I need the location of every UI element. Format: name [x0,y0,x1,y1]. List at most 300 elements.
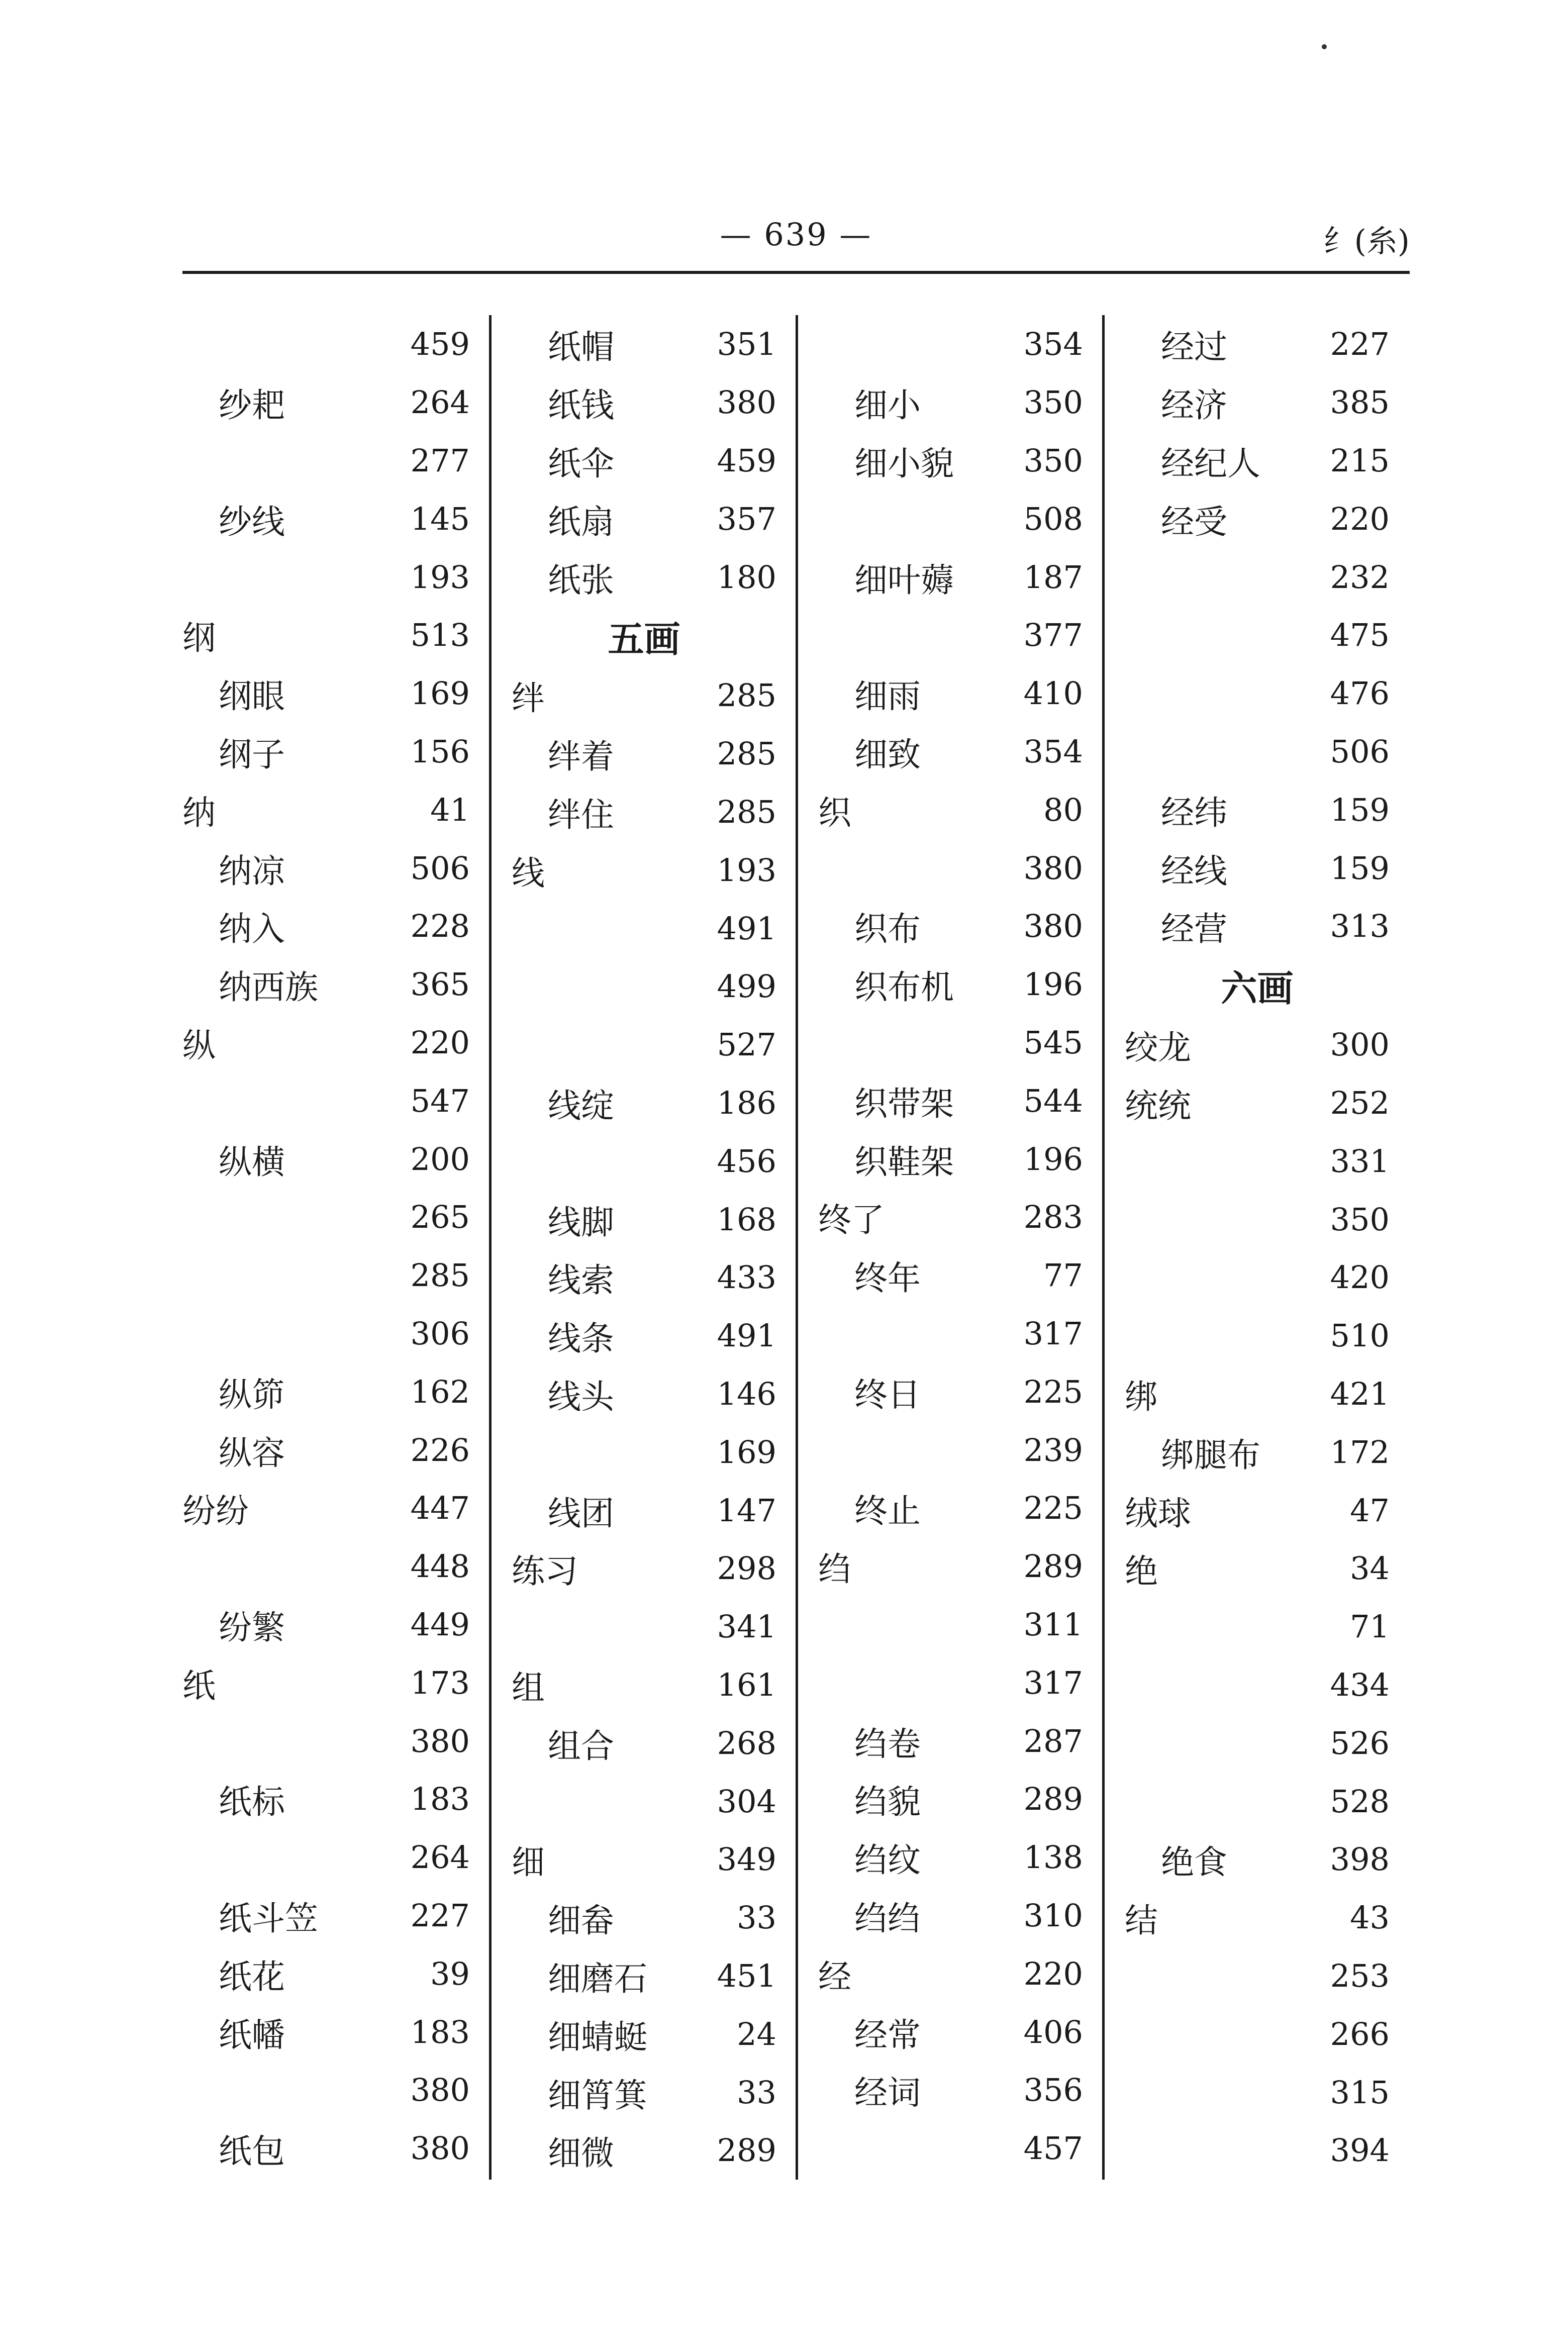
entry-page-number: 220 [410,1024,470,1061]
index-subentry [512,548,776,606]
entry-page-number: 168 [717,1201,776,1238]
index-subentry [1125,1248,1390,1307]
index-subentry [182,1944,470,2003]
index-subentry [1125,489,1390,548]
index-entry [182,1479,470,1537]
entry-word: 结 [1125,1901,1158,1940]
entry-word: 终年 [854,1259,921,1298]
index-subentry [818,1596,1083,1654]
entry-word: 纳入 [219,910,285,949]
entry-page-number: 186 [717,1084,776,1121]
entry-page-number: 356 [1023,2072,1083,2109]
entry-word: 织布机 [854,968,954,1007]
index-subentry [1125,1714,1390,1772]
entry-word: 纸斗笠 [219,1899,318,1938]
index-subentry [818,1246,1083,1305]
entry-word: 织布 [854,910,921,949]
entry-page-number: 475 [1330,617,1390,654]
index-subentry [1125,723,1390,781]
entry-word: 经受 [1161,502,1227,541]
entry-page-number: 196 [1023,1140,1083,1178]
entry-page-number: 306 [410,1315,470,1352]
radical-heading: 纟(糸) [1323,223,1410,259]
index-subentry [818,315,1083,373]
entry-word: 纱耙 [219,386,285,425]
entry-page-number: 459 [410,326,470,363]
index-subentry [182,2003,470,2061]
index-subentry [818,1421,1083,1479]
entry-page-number: 547 [410,1082,470,1119]
entry-word: 细磨石 [548,1959,647,1998]
entry-page-number: 315 [1330,2074,1390,2111]
entry-page-number: 266 [1330,2015,1390,2052]
entry-word: 纸伞 [548,444,614,483]
entry-word: 细致 [854,735,921,774]
entry-page-number: 476 [1330,675,1390,712]
entry-word: 纵横 [219,1142,285,1182]
entry-word: 细小貌 [854,444,954,483]
index-subentry [512,373,776,432]
entry-word: 细 [512,1843,545,1882]
entry-word: 线团 [548,1494,614,1533]
entry-page-number: 331 [1330,1142,1390,1180]
index-subentry [512,1190,776,1248]
entry-page-number: 398 [1330,1841,1390,1878]
index-entry [182,1653,470,1712]
index-entry [1125,1074,1390,1132]
entry-page-number: 313 [1330,908,1390,945]
entry-page-number: 225 [1023,1490,1083,1527]
index-subentry [512,432,776,490]
entry-page-number: 227 [410,1897,470,1934]
entry-page-number: 183 [410,1781,470,1818]
entry-page-number: 180 [717,558,776,596]
index-subentry [1125,1190,1390,1248]
index-subentry [512,899,776,957]
entry-word: 终日 [854,1375,921,1414]
index-subentry [512,1889,776,1947]
index-subentry [182,1537,470,1596]
entry-word: 绉绉 [854,1899,921,1938]
index-subentry [182,1362,470,1421]
index-subentry [512,1248,776,1307]
index-subentry [818,2061,1083,2119]
index-subentry [818,1479,1083,1537]
entry-page-number: 200 [410,1140,470,1178]
index-subentry [1125,2121,1390,2180]
entry-page-number: 448 [410,1548,470,1585]
index-subentry [182,1130,470,1188]
entry-page-number: 459 [717,442,776,479]
entry-page-number: 526 [1330,1724,1390,1761]
entry-page-number: 39 [430,1955,470,1992]
index-entry [1125,1016,1390,1074]
entry-word: 细微 [548,2134,614,2173]
entry-page-number: 77 [1043,1257,1083,1294]
entry-page-number: 380 [410,2072,470,2109]
index-subentry [182,432,470,490]
index-entry [1125,1539,1390,1598]
index-subentry [818,1653,1083,1712]
entry-word: 绉貌 [854,1783,921,1822]
entry-page-number: 33 [737,2074,776,2111]
entry-page-number: 354 [1023,326,1083,363]
stroke-count-heading: 六画 [1221,966,1294,1010]
entry-word: 线头 [548,1377,614,1416]
entry-word: 绊住 [548,795,614,834]
page-number: — 639 — [720,216,872,253]
entry-page-number: 172 [1330,1433,1390,1471]
entry-word: 纸张 [548,560,614,600]
entry-page-number: 187 [1023,558,1083,596]
index-subentry [182,664,470,723]
index-subentry [818,2003,1083,2061]
entry-page-number: 196 [1023,966,1083,1003]
entry-page-number: 159 [1330,791,1390,828]
entry-word: 纳凉 [219,851,285,891]
entry-page-number: 380 [410,1722,470,1759]
entry-word: 纸花 [219,1957,285,1996]
index-subentry [818,1712,1083,1770]
index-subentry [512,489,776,548]
index-subentry [512,2063,776,2121]
entry-word: 细叶薅 [854,560,954,600]
index-subentry [1125,897,1390,955]
entry-page-number: 510 [1330,1317,1390,1354]
entry-page-number: 300 [1330,1026,1390,1063]
entry-page-number: 228 [410,908,470,945]
entry-page-number: 147 [717,1492,776,1529]
entry-page-number: 239 [1023,1431,1083,1468]
entry-page-number: 357 [717,500,776,537]
entry-page-number: 285 [717,735,776,772]
entry-page-number: 285 [717,677,776,714]
entry-word: 纸幡 [219,2015,285,2054]
entry-word: 绝食 [1161,1843,1227,1882]
index-subentry [1125,664,1390,723]
entry-word: 经济 [1161,386,1227,425]
index-subentry [512,1772,776,1830]
entry-page-number: 47 [1350,1492,1390,1529]
entry-page-number: 33 [737,1899,776,1936]
entry-page-number: 350 [1023,384,1083,421]
entry-word: 绑腿布 [1161,1435,1260,1475]
index-subentry [818,432,1083,490]
index-subentry [182,1596,470,1654]
entry-page-number: 215 [1330,442,1390,479]
entry-word: 织鞋架 [854,1142,954,1182]
index-column-1 [182,315,489,2180]
index-subentry [182,1712,470,1770]
entry-word: 纷纷 [182,1492,249,1531]
entry-page-number: 298 [717,1550,776,1587]
entry-word: 细雨 [854,677,921,716]
entry-word: 绉纹 [854,1841,921,1880]
entry-page-number: 385 [1330,384,1390,421]
entry-page-number: 146 [717,1375,776,1412]
entry-word: 纸标 [219,1783,285,1822]
index-subentry [182,2119,470,2178]
index-entry [182,1014,470,1072]
index-subentry [182,955,470,1014]
entry-page-number: 287 [1023,1722,1083,1759]
entry-word: 纱线 [219,502,285,541]
entry-page-number: 226 [410,1431,470,1468]
entry-word: 纸 [182,1666,216,1705]
index-subentry [182,548,470,606]
index-subentry [182,2061,470,2119]
entry-page-number: 317 [1023,1315,1083,1352]
index-subentry [512,2005,776,2063]
entry-page-number: 341 [717,1608,776,1645]
entry-page-number: 285 [717,793,776,830]
entry-page-number: 227 [1330,326,1390,363]
index-subentry [818,1362,1083,1421]
header-rule [182,271,1410,274]
entry-page-number: 169 [717,1433,776,1471]
index-subentry [512,1074,776,1132]
index-subentry [182,897,470,955]
entry-page-number: 420 [1330,1259,1390,1296]
entry-page-number: 544 [1023,1082,1083,1119]
entry-page-number: 545 [1023,1024,1083,1061]
index-subentry [182,489,470,548]
entry-page-number: 457 [1023,2130,1083,2167]
entry-page-number: 253 [1330,1957,1390,1994]
entry-word: 纲子 [219,735,285,774]
entry-page-number: 268 [717,1724,776,1761]
index-subentry [818,1828,1083,1887]
index-entry [512,1539,776,1598]
index-subentry [1125,315,1390,373]
entry-page-number: 354 [1023,733,1083,770]
entry-page-number: 159 [1330,849,1390,887]
entry-page-number: 304 [717,1783,776,1820]
entry-page-number: 193 [717,851,776,889]
entry-page-number: 285 [410,1257,470,1294]
index-subentry [512,1307,776,1365]
entry-word: 细小 [854,386,921,425]
entry-word: 线条 [548,1319,614,1358]
entry-page-number: 449 [410,1606,470,1643]
index-subentry [818,955,1083,1014]
entry-word: 织 [818,793,851,832]
index-subentry [818,897,1083,955]
index-entry [818,1537,1083,1596]
entry-page-number: 283 [1023,1199,1083,1236]
entry-page-number: 34 [1350,1550,1390,1587]
index-subentry [818,606,1083,664]
entry-page-number: 380 [410,2130,470,2167]
ink-speck [1322,44,1327,49]
entry-word: 纲眼 [219,677,285,716]
entry-page-number: 421 [1330,1375,1390,1412]
entry-page-number: 456 [717,1142,776,1180]
index-subentry [818,373,1083,432]
entry-word: 绒球 [1125,1494,1191,1533]
index-entry [512,841,776,899]
entry-page-number: 349 [717,1841,776,1878]
entry-word: 细蜻蜓 [548,2017,647,2056]
entry-page-number: 277 [410,442,470,479]
entry-page-number: 156 [410,733,470,770]
entry-page-number: 380 [1023,908,1083,945]
index-subentry [818,548,1083,606]
index-subentry [818,1130,1083,1188]
entry-page-number: 527 [717,1026,776,1063]
entry-page-number: 433 [717,1259,776,1296]
entry-word: 经词 [854,2074,921,2113]
index-column-2 [489,315,796,2180]
entry-page-number: 506 [410,849,470,887]
index-subentry [182,723,470,781]
entry-page-number: 491 [717,910,776,947]
entry-page-number: 499 [717,968,776,1005]
index-entry [818,1188,1083,1246]
entry-page-number: 410 [1023,675,1083,712]
entry-page-number: 310 [1023,1897,1083,1934]
index-entry [182,780,470,839]
entry-page-number: 350 [1023,442,1083,479]
entry-page-number: 377 [1023,617,1083,654]
entry-page-number: 183 [410,2013,470,2050]
entry-page-number: 350 [1330,1201,1390,1238]
index-subentry [818,1071,1083,1130]
entry-word: 纵容 [219,1433,285,1473]
index-subentry [818,664,1083,723]
entry-page-number: 169 [410,675,470,712]
entry-word: 经线 [1161,851,1227,891]
entry-word: 终止 [854,1492,921,1531]
entry-word: 纸钱 [548,386,614,425]
entry-page-number: 506 [1330,733,1390,770]
index-entry [512,1830,776,1889]
index-subentry [512,1947,776,2005]
index-entry [1125,1365,1390,1423]
index-subentry [512,725,776,783]
entry-page-number: 311 [1023,1606,1083,1643]
index-subentry [512,2121,776,2180]
index-subentry [818,2119,1083,2178]
entry-word: 经营 [1161,910,1227,949]
index-subentry [182,839,470,897]
entry-word: 纳西族 [219,968,318,1007]
entry-page-number: 289 [1023,1548,1083,1585]
index-subentry [1125,1423,1390,1481]
index-entry [182,606,470,664]
entry-page-number: 265 [410,1199,470,1236]
entry-page-number: 447 [410,1490,470,1527]
index-subentry [818,1887,1083,1945]
index-subentry [512,783,776,841]
entry-page-number: 264 [410,384,470,421]
index-subentry [1125,1656,1390,1714]
index-subentry [1125,1307,1390,1365]
index-columns [182,315,1410,2180]
entry-word: 经常 [854,2015,921,2054]
index-subentry [1125,1947,1390,2005]
entry-word: 绝 [1125,1552,1158,1591]
entry-page-number: 365 [410,966,470,1003]
entry-page-number: 289 [717,2132,776,2169]
index-subentry [512,1423,776,1481]
index-entry [512,1656,776,1714]
index-subentry [512,1016,776,1074]
entry-word: 绉卷 [854,1724,921,1763]
entry-page-number: 41 [430,791,470,828]
entry-page-number: 351 [717,326,776,363]
index-subentry [818,839,1083,897]
entry-page-number: 252 [1330,1084,1390,1121]
entry-page-number: 162 [410,1373,470,1410]
entry-word: 线 [512,853,545,893]
entry-word: 绊着 [548,737,614,776]
entry-word: 纸包 [219,2132,285,2171]
index-entry [818,780,1083,839]
index-entry [818,1944,1083,2003]
entry-page-number: 232 [1330,558,1390,596]
entry-page-number: 434 [1330,1666,1390,1703]
index-subentry [1125,1598,1390,1656]
index-subentry [512,1365,776,1423]
entry-page-number: 513 [410,617,470,654]
entry-word: 练习 [512,1552,578,1591]
entry-word: 终了 [818,1201,885,1240]
index-subentry [1125,2063,1390,2121]
entry-word: 织带架 [854,1084,954,1123]
index-subentry [182,315,470,373]
entry-word: 纸扇 [548,502,614,541]
entry-page-number: 491 [717,1317,776,1354]
index-subentry [512,1714,776,1772]
entry-word: 组 [512,1668,545,1707]
index-subentry [1125,548,1390,606]
index-subentry [182,1305,470,1363]
entry-page-number: 380 [1023,849,1083,887]
index-subentry [182,1071,470,1130]
index-entry [512,666,776,725]
index-subentry [1125,432,1390,490]
index-subentry [1125,839,1390,897]
entry-word: 纵笷 [219,1375,285,1414]
entry-word: 纲 [182,619,216,658]
index-subentry [512,1132,776,1190]
entry-page-number: 528 [1330,1783,1390,1820]
entry-page-number: 317 [1023,1664,1083,1701]
entry-page-number: 220 [1330,500,1390,537]
index-subentry [818,723,1083,781]
index-subentry [818,489,1083,548]
entry-word: 纵 [182,1026,216,1065]
entry-word: 纸帽 [548,328,614,367]
entry-page-number: 394 [1330,2132,1390,2169]
index-subentry [182,1421,470,1479]
entry-word: 线脚 [548,1203,614,1242]
index-subentry [1125,2005,1390,2063]
index-subentry [818,1770,1083,1828]
entry-word: 线索 [548,1261,614,1300]
index-subentry [1125,1132,1390,1190]
entry-page-number: 451 [717,1957,776,1994]
entry-page-number: 380 [717,384,776,421]
entry-page-number: 508 [1023,500,1083,537]
entry-word: 纷繁 [219,1608,285,1647]
entry-word: 绑 [1125,1377,1158,1416]
entry-word: 细畚 [548,1901,614,1940]
index-subentry [512,957,776,1016]
entry-word: 细筲箕 [548,2076,647,2115]
index-subentry [182,1188,470,1246]
